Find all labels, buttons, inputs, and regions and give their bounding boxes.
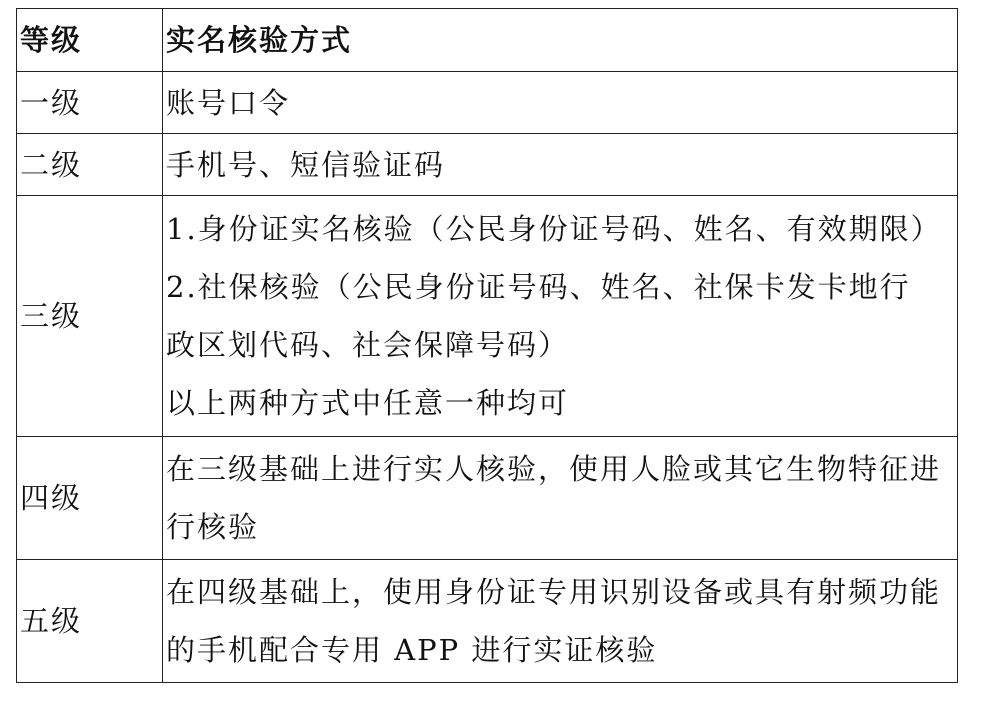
method-line: 的手机配合专用 APP 进行实证核验 (166, 633, 658, 667)
level-cell: 二级 (17, 134, 163, 196)
method-line: 行核验 (166, 510, 260, 544)
table-row (17, 72, 958, 134)
level-cell: 五级 (17, 560, 163, 683)
table-row (17, 196, 958, 437)
header-method: 实名核验方式 (163, 9, 958, 72)
level-cell: 一级 (17, 72, 163, 134)
table-row (17, 134, 958, 196)
header-level: 等级 (17, 9, 163, 72)
method-line: 以上两种方式中任意一种均可 (166, 386, 570, 420)
method-cell (163, 437, 958, 560)
method-cell (163, 196, 958, 437)
table-row (17, 437, 958, 560)
method-cell (163, 72, 958, 134)
method-cell (163, 134, 958, 196)
method-line: 在三级基础上进行实人核验，使用人脸或其它生物特征进 (166, 452, 942, 486)
verification-level-table (16, 8, 958, 683)
table-header-row (17, 9, 958, 72)
method-line: 在四级基础上，使用身份证专用识别设备或具有射频功能 (166, 575, 942, 609)
level-cell: 三级 (17, 196, 163, 437)
method-cell (163, 560, 958, 683)
method-line: 手机号、短信验证码 (166, 147, 446, 182)
method-line: 政区划代码、社会保障号码） (166, 328, 570, 362)
method-line: 账号口令 (166, 85, 291, 120)
table-row (17, 560, 958, 683)
method-line: 1.身份证实名核验（公民身份证号码、姓名、有效期限） (166, 212, 942, 246)
method-line: 2.社保核验（公民身份证号码、姓名、社保卡发卡地行 (166, 270, 911, 304)
level-cell: 四级 (17, 437, 163, 560)
